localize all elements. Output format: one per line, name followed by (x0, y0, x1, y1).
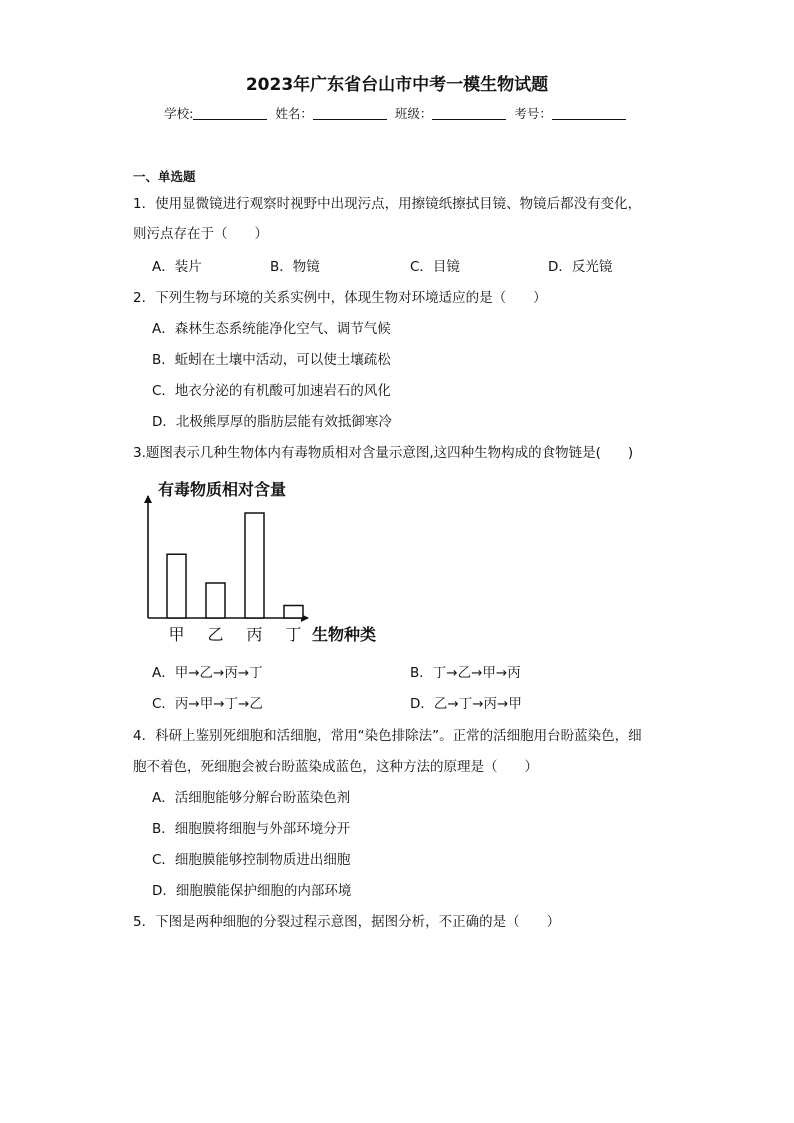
school-blank (193, 106, 267, 120)
x-tick-label-2: 乙 (207, 625, 224, 644)
bar-2 (206, 583, 225, 618)
question-3-option-b: B．丁→乙→甲→丙 (410, 665, 521, 681)
name-label: 姓名： (275, 106, 313, 121)
question-3-option-d: D．乙→丁→丙→甲 (410, 696, 522, 712)
question-1-stem-line-1: 1．使用显微镜进行观察时视野中出现污点，用擦镜纸擦拭目镜、物镜后都没有变化， (133, 196, 642, 212)
question-1-stem-line-2: 则污点存在于（ ） (133, 226, 268, 242)
question-4-stem-line-2: 胞不着色，死细胞会被台盼蓝染成蓝色，这种方法的原理是（ ） (133, 759, 538, 775)
question-4-option-c: C．细胞膜能够控制物质进出细胞 (152, 852, 351, 868)
bar-1 (167, 554, 186, 618)
page-title: 2023年广东省台山市中考一模生物试题 (245, 75, 549, 95)
x-axis-label: 生物种类 (312, 625, 377, 644)
student-info-row (0, 104, 794, 122)
x-tick-label-3: 丙 (246, 625, 263, 644)
y-axis-label: 有毒物质相对含量 (158, 480, 287, 499)
class-label: 班级： (394, 106, 433, 121)
section-heading: 一、单选题 (133, 169, 196, 184)
bar-4 (284, 606, 303, 619)
question-4-option-b: B．细胞膜将细胞与外部环境分开 (152, 821, 351, 837)
question-1-option-d: D．反光镜 (548, 259, 613, 275)
toxin-bar-chart (140, 474, 400, 649)
x-tick-label-1: 甲 (168, 625, 185, 644)
question-3-stem: 3.题图表示几种生物体内有毒物质相对含量示意图,这四种生物构成的食物链是( ) (133, 445, 634, 461)
question-1-option-a: A．装片 (152, 259, 202, 275)
school-label: 学校: (164, 106, 194, 121)
x-tick-label-4: 丁 (285, 625, 302, 644)
question-4-option-a: A．活细胞能够分解台盼蓝染色剂 (152, 790, 351, 806)
question-2-option-c: C．地衣分泌的有机酸可加速岩石的风化 (152, 383, 391, 399)
question-4-option-d: D．细胞膜能保护细胞的内部环境 (152, 883, 352, 899)
question-2-option-a: A．森林生态系统能净化空气、调节气候 (152, 321, 391, 337)
question-5-stem: 5．下图是两种细胞的分裂过程示意图，据图分析，不正确的是（ ） (133, 914, 561, 930)
class-blank (432, 106, 506, 120)
bar-3 (245, 513, 264, 618)
name-blank (313, 106, 387, 120)
question-1-option-c: C．目镜 (410, 259, 460, 275)
question-2-option-b: B．蚯蚓在土壤中活动，可以使土壤疏松 (152, 352, 391, 368)
question-4-stem-line-1: 4．科研上鉴别死细胞和活细胞，常用“染色排除法”。正常的活细胞用台盼蓝染色，细 (133, 728, 642, 744)
exam-number-label: 考号： (514, 106, 552, 121)
question-2-stem: 2．下列生物与环境的关系实例中，体现生物对环境适应的是（ ） (133, 290, 547, 306)
question-3-option-a: A．甲→乙→丙→丁 (152, 665, 263, 681)
exam-number-blank (552, 106, 626, 120)
question-3-option-c: C．丙→甲→丁→乙 (152, 696, 263, 712)
question-2-option-d: D．北极熊厚厚的脂肪层能有效抵御寒冷 (152, 414, 392, 430)
question-1-option-b: B．物镜 (270, 259, 320, 275)
